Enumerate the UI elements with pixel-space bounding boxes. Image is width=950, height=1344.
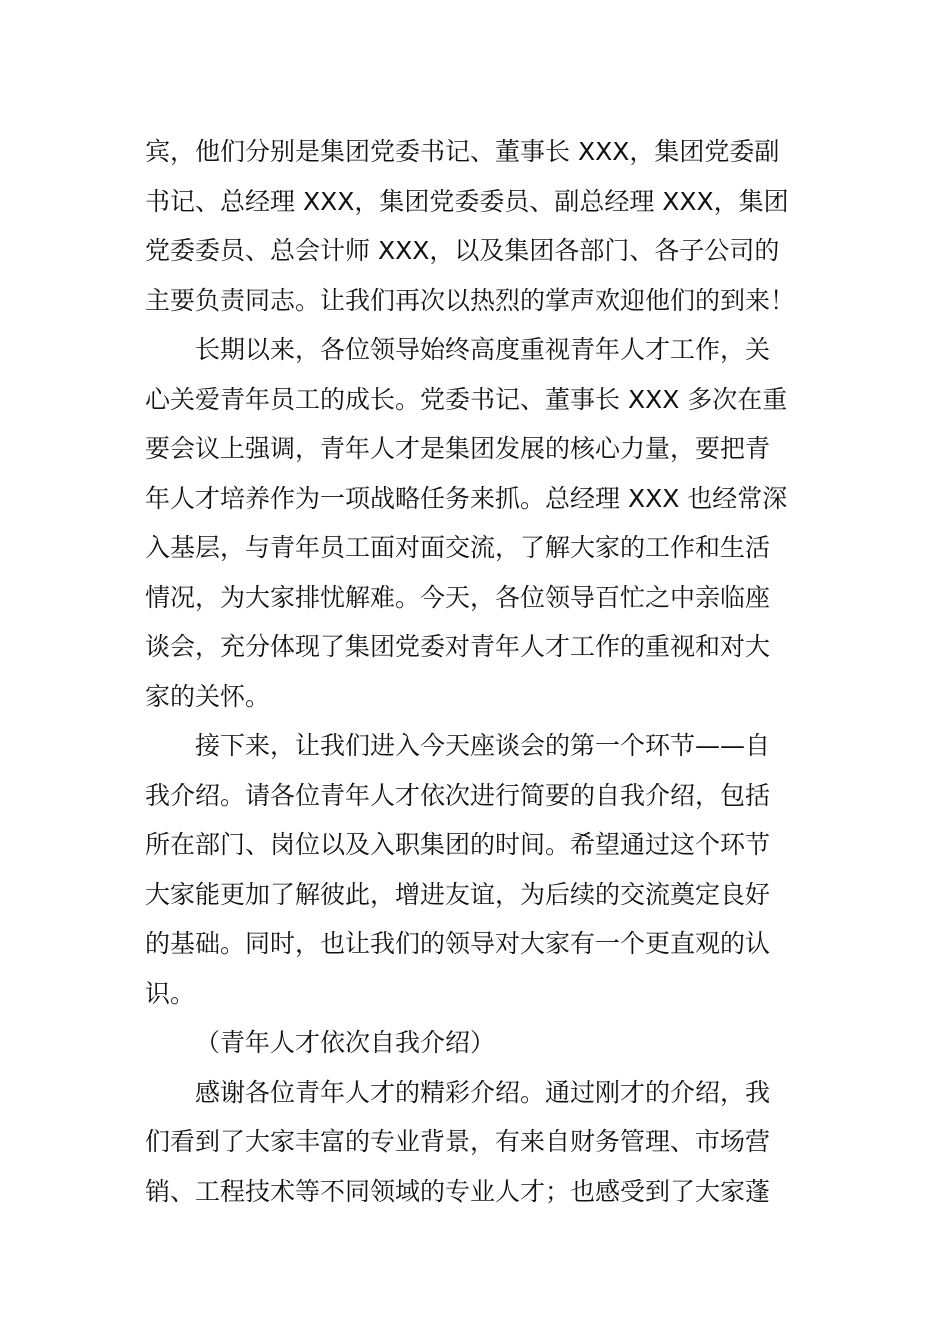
text-line: 销、工程技术等不同领域的专业人才；也感受到了大家蓬 xyxy=(145,1176,771,1206)
text-line: 情况，为大家排忧解难。今天，各位领导百忙之中亲临座 xyxy=(145,582,771,612)
text-line: 长期以来，各位领导始终高度重视青年人才工作，关 xyxy=(195,335,771,364)
text-line: 书记、总经理 XXX，集团党委委员、副总经理 XXX，集团 xyxy=(145,186,789,216)
text-line: （青年人才依次自我介绍） xyxy=(195,1028,496,1057)
paragraph xyxy=(145,127,809,325)
paragraph xyxy=(145,325,809,721)
text-line: 宾，他们分别是集团党委书记、董事长 XXX，集团党委副 xyxy=(145,137,780,166)
stage-direction xyxy=(145,1018,809,1068)
text-line: 党委委员、总会计师 XXX，以及集团各部门、各子公司的 xyxy=(145,236,780,265)
text-line: 识。 xyxy=(145,978,196,1008)
text-line: 接下来，让我们进入今天座谈会的第一个环节——自 xyxy=(195,731,771,760)
text-line: 要会议上强调，青年人才是集团发展的核心力量，要把青 xyxy=(145,434,771,463)
text-line: 家的关怀。 xyxy=(145,681,271,711)
paragraph xyxy=(145,1068,809,1217)
text-line: 谈会，充分体现了集团党委对青年人才工作的重视和对大 xyxy=(145,632,771,661)
text-line: 们看到了大家丰富的专业背景，有来自财务管理、市场营 xyxy=(145,1127,771,1156)
text-line: 我介绍。请各位青年人才依次进行简要的自我介绍，包括 xyxy=(145,780,771,810)
text-line: 大家能更加了解彼此，增进友谊，为后续的交流奠定良好 xyxy=(145,879,771,909)
text-line: 入基层，与青年员工面对面交流，了解大家的工作和生活 xyxy=(145,533,771,562)
text-line: 主要负责同志。让我们再次以热烈的掌声欢迎他们的到来！ xyxy=(145,285,796,315)
text-line: 年人才培养作为一项战略任务来抓。总经理 XXX 也经常深 xyxy=(145,483,788,513)
document-body xyxy=(145,127,809,1216)
text-line: 所在部门、岗位以及入职集团的时间。希望通过这个环节 xyxy=(145,830,771,859)
text-line: 感谢各位青年人才的精彩介绍。通过刚才的介绍，我 xyxy=(195,1077,771,1107)
text-line: 的基础。同时，也让我们的领导对大家有一个更直观的认 xyxy=(145,929,771,958)
paragraph xyxy=(145,721,809,1018)
text-line: 心关爱青年员工的成长。党委书记、董事长 XXX 多次在重 xyxy=(145,384,788,414)
